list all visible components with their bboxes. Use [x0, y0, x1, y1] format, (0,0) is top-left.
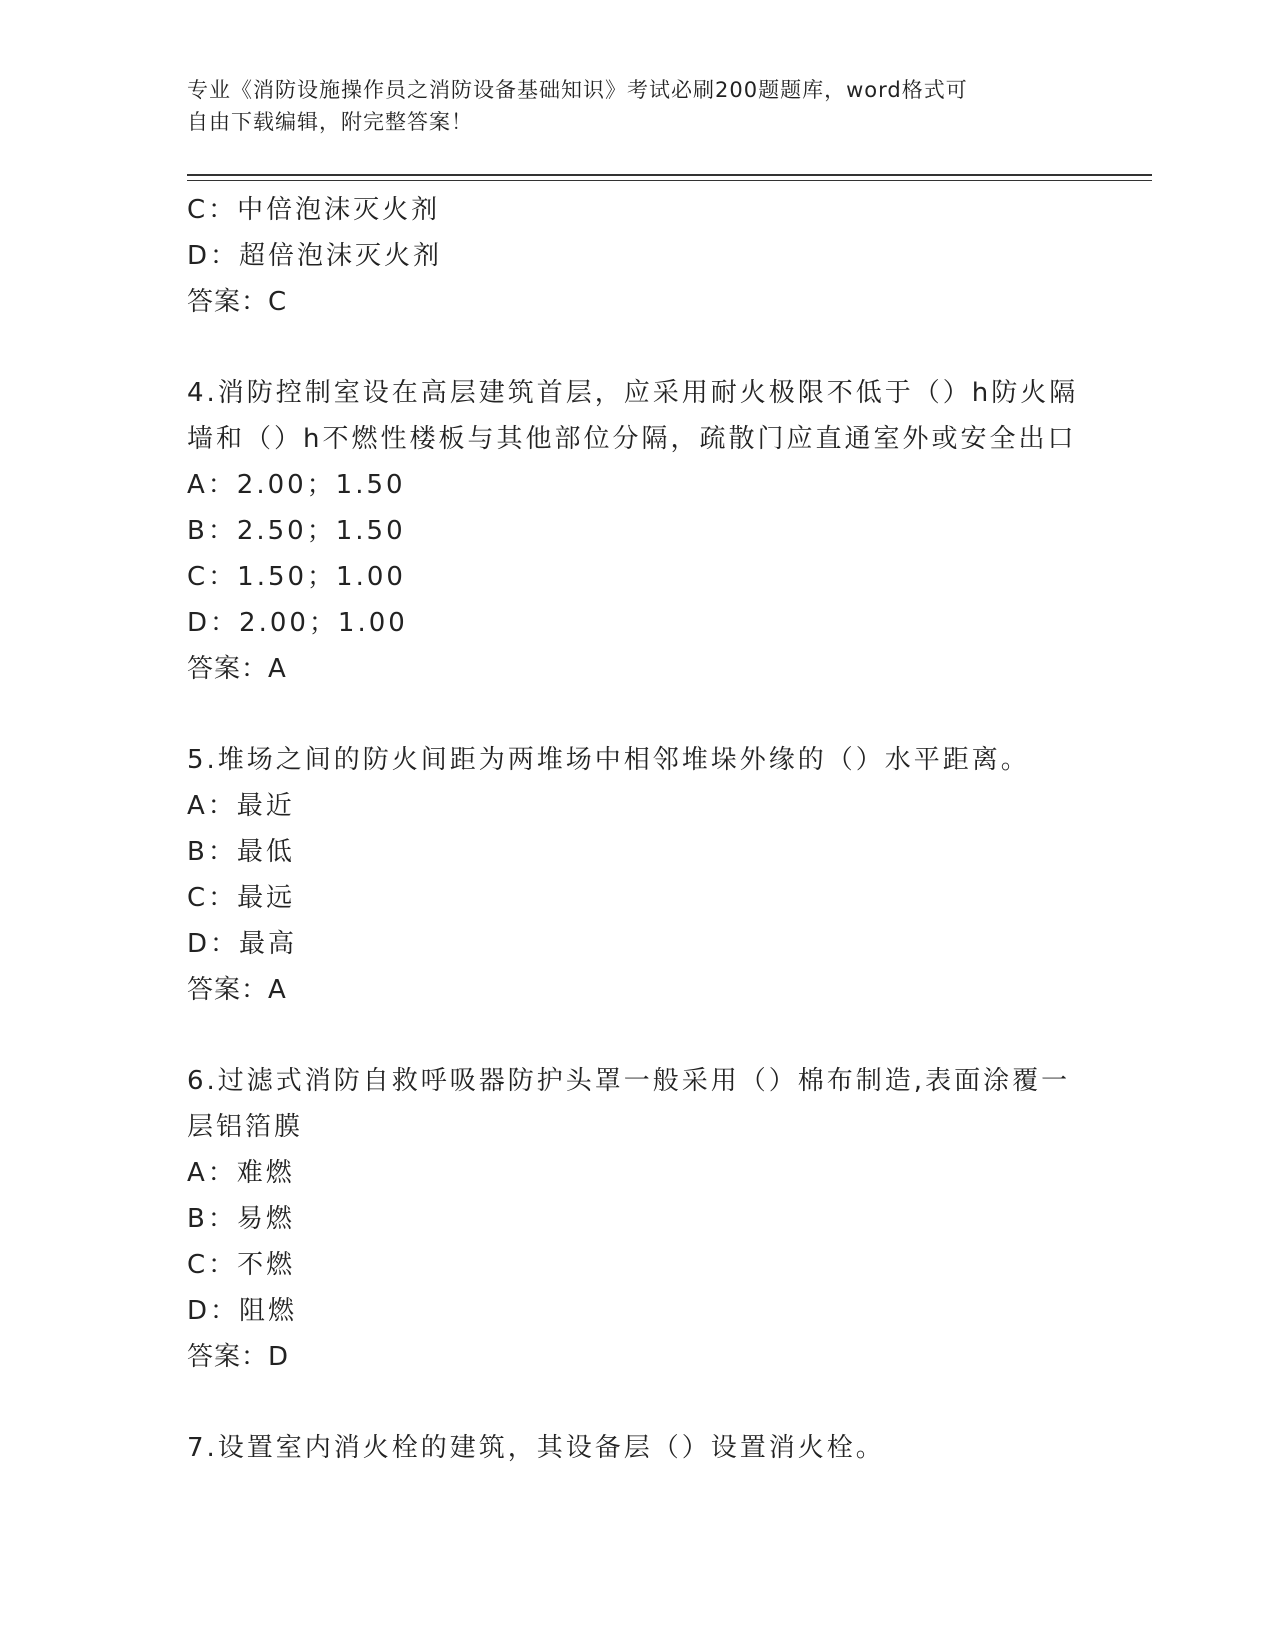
question-stem-continued: 层铝箔膜	[187, 1112, 304, 1142]
header-line-1: 专业《消防设施操作员之消防设备基础知识》考试必刷200题题库，word格式可	[187, 78, 968, 102]
header-divider-thin	[187, 180, 1152, 181]
question-stem-continued: 墙和（）h不燃性楼板与其他部位分隔，疏散门应直通室外或安全出口	[187, 424, 1077, 454]
option-a: A：难燃	[187, 1158, 295, 1188]
option-a: A：最近	[187, 791, 295, 821]
spacer	[187, 325, 1087, 370]
option-d: D：超倍泡沫灭火剂	[187, 241, 443, 271]
question-stem: 5.堆场之间的防火间距为两堆场中相邻堆垛外缘的（）水平距离。	[187, 745, 1030, 775]
option-b: B：最低	[187, 837, 295, 867]
document-header	[187, 74, 1087, 138]
question-4	[187, 370, 1087, 692]
question-stem: 4.消防控制室设在高层建筑首层，应采用耐火极限不低于（）h防火隔	[187, 378, 1079, 408]
answer-line: 答案：D	[187, 1342, 290, 1372]
option-d: D：最高	[187, 929, 298, 959]
spacer	[187, 692, 1087, 737]
answer-line: 答案：A	[187, 975, 287, 1005]
question-stem: 7.设置室内消火栓的建筑，其设备层（）设置消火栓。	[187, 1433, 885, 1463]
header-line-2: 自由下载编辑，附完整答案！	[187, 110, 473, 134]
option-b: B：易燃	[187, 1204, 295, 1234]
option-c: C：1.50；1.00	[187, 562, 406, 592]
option-b: B：2.50；1.50	[187, 516, 406, 546]
option-d: D：2.00；1.00	[187, 608, 408, 638]
answer-line: 答案：C	[187, 287, 288, 317]
question-7	[187, 1425, 1087, 1471]
option-c: C：中倍泡沫灭火剂	[187, 195, 441, 225]
spacer	[187, 1380, 1087, 1425]
question-6	[187, 1058, 1087, 1380]
question-list	[187, 187, 1087, 1471]
question-3	[187, 187, 1087, 325]
spacer	[187, 1013, 1087, 1058]
answer-line: 答案：A	[187, 654, 287, 684]
option-d: D：阻燃	[187, 1296, 298, 1326]
option-c: C：不燃	[187, 1250, 296, 1280]
question-stem: 6.过滤式消防自救呼吸器防护头罩一般采用（）棉布制造,表面涂覆一	[187, 1066, 1071, 1096]
option-c: C：最远	[187, 883, 296, 913]
header-divider-thick	[187, 174, 1152, 176]
question-5	[187, 737, 1087, 1013]
option-a: A：2.00；1.50	[187, 470, 406, 500]
